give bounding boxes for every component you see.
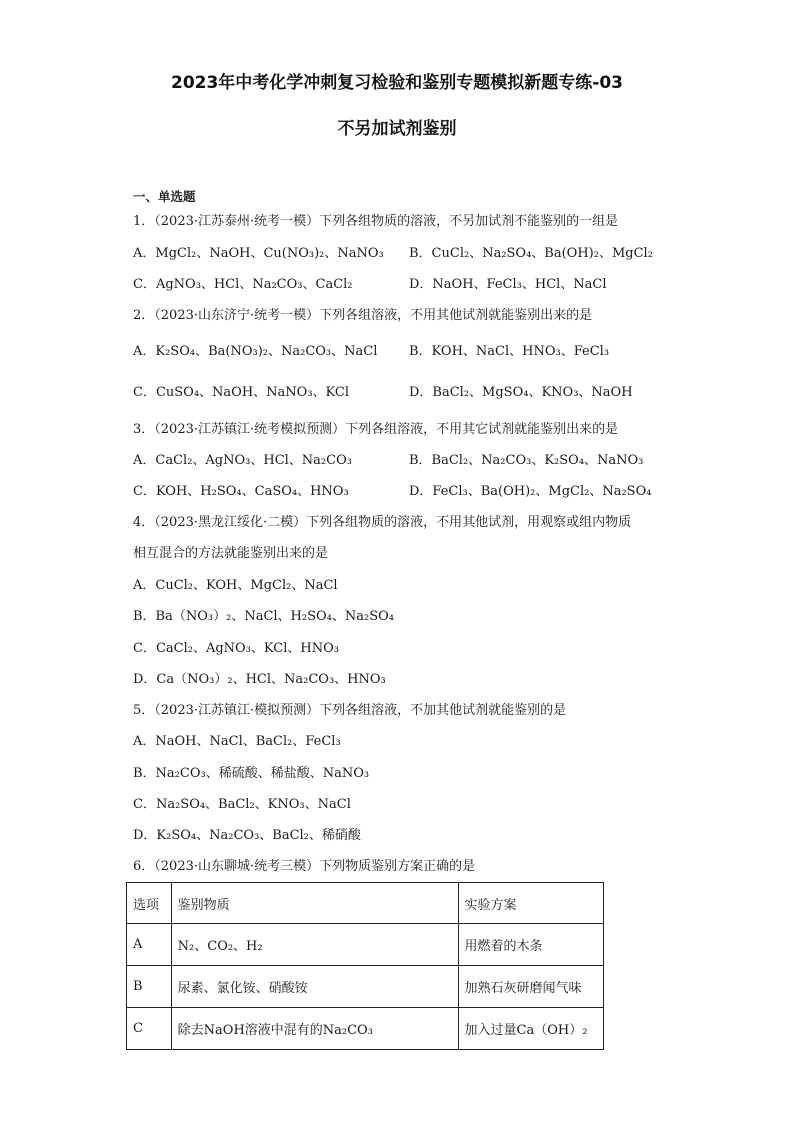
table-row <box>127 1008 604 1050</box>
question-3-option-c: C．KOH、H₂SO₄、CaSO₄、HNO₃ <box>133 484 349 499</box>
question-5-option-d: D．K₂SO₄、Na₂CO₃、BaCl₂、稀硝酸 <box>133 828 361 843</box>
question-1-option-c: C．AgNO₃、HCl、Na₂CO₃、CaCl₂ <box>133 277 353 292</box>
table-header-option: 选项 <box>127 883 172 924</box>
question-1-stem: 1．（2023·江苏泰州·统考一模）下列各组物质的溶液，不另加试剂不能鉴别的一组是 <box>133 214 619 229</box>
question-5-stem: 5．（2023·江苏镇江·模拟预测）下列各组溶液，不加其他试剂就能鉴别的是 <box>133 703 567 718</box>
question-4-option-d: D．Ca（NO₃）₂、HCl、Na₂CO₃、HNO₃ <box>133 672 386 687</box>
question-2-stem: 2．（2023·山东济宁·统考一模）下列各组溶液，不用其他试剂就能鉴别出来的是 <box>133 308 593 323</box>
table-header-method: 实验方案 <box>458 883 603 924</box>
question-1-option-b: B．CuCl₂、Na₂SO₄、Ba(OH)₂、MgCl₂ <box>409 246 653 261</box>
identification-table <box>126 882 604 1050</box>
table-cell-option: B <box>127 966 172 1008</box>
table-cell-substance: 尿素、氯化铵、硝酸铵 <box>171 966 458 1008</box>
question-2-option-a: A．K₂SO₄、Ba(NO₃)₂、Na₂CO₃、NaCl <box>133 344 378 359</box>
question-5-option-b: B．Na₂CO₃、稀硫酸、稀盐酸、NaNO₃ <box>133 766 370 781</box>
table-cell-substance: N₂、CO₂、H₂ <box>171 924 458 966</box>
table-cell-option: A <box>127 924 172 966</box>
question-1-option-a: A．MgCl₂、NaOH、Cu(NO₃)₂、NaNO₃ <box>133 246 384 261</box>
question-4-option-a: A．CuCl₂、KOH、MgCl₂、NaCl <box>133 578 338 593</box>
question-2-option-d: D．BaCl₂、MgSO₄、KNO₃、NaOH <box>409 385 633 400</box>
question-5-option-c: C．Na₂SO₄、BaCl₂、KNO₃、NaCl <box>133 797 351 812</box>
table-cell-method: 加入过量Ca（OH）₂ <box>458 1008 603 1050</box>
question-4-stem-continued: 相互混合的方法就能鉴别出来的是 <box>133 546 329 561</box>
section-heading: 一、单选题 <box>133 189 196 204</box>
question-4-option-c: C．CaCl₂、AgNO₃、KCl、HNO₃ <box>133 641 339 656</box>
question-1-option-d: D．NaOH、FeCl₃、HCl、NaCl <box>409 277 607 292</box>
table-header-row <box>127 883 604 924</box>
table-cell-option: C <box>127 1008 172 1050</box>
document-subtitle: 不另加试剂鉴别 <box>337 119 457 139</box>
table-cell-substance: 除去NaOH溶液中混有的Na₂CO₃ <box>171 1008 458 1050</box>
question-3-option-a: A．CaCl₂、AgNO₃、HCl、Na₂CO₃ <box>133 453 352 468</box>
question-2-option-b: B．KOH、NaCl、HNO₃、FeCl₃ <box>409 344 610 359</box>
table-row <box>127 966 604 1008</box>
question-6-stem: 6．（2023·山东聊城·统考三模）下列物质鉴别方案正确的是 <box>133 859 476 874</box>
document-title: 2023年中考化学冲刺复习检验和鉴别专题模拟新题专练-03 <box>170 73 624 93</box>
question-4-option-b: B．Ba（NO₃）₂、NaCl、H₂SO₄、Na₂SO₄ <box>133 609 394 624</box>
table-header-substance: 鉴别物质 <box>171 883 458 924</box>
question-2-option-c: C．CuSO₄、NaOH、NaNO₃、KCl <box>133 385 349 400</box>
question-3-option-d: D．FeCl₃、Ba(OH)₂、MgCl₂、Na₂SO₄ <box>409 484 652 499</box>
table-row <box>127 924 604 966</box>
question-4-stem: 4．（2023·黑龙江绥化·二模）下列各组物质的溶液，不用其他试剂，用观察或组内物质 <box>133 515 632 530</box>
table-cell-method: 加熟石灰研磨闻气味 <box>458 966 603 1008</box>
question-3-option-b: B．BaCl₂、Na₂CO₃、K₂SO₄、NaNO₃ <box>409 453 644 468</box>
table-cell-method: 用燃着的木条 <box>458 924 603 966</box>
question-3-stem: 3．（2023·江苏镇江·统考模拟预测）下列各组溶液，不用其它试剂就能鉴别出来的是 <box>133 422 619 437</box>
question-5-option-a: A．NaOH、NaCl、BaCl₂、FeCl₃ <box>133 734 341 749</box>
